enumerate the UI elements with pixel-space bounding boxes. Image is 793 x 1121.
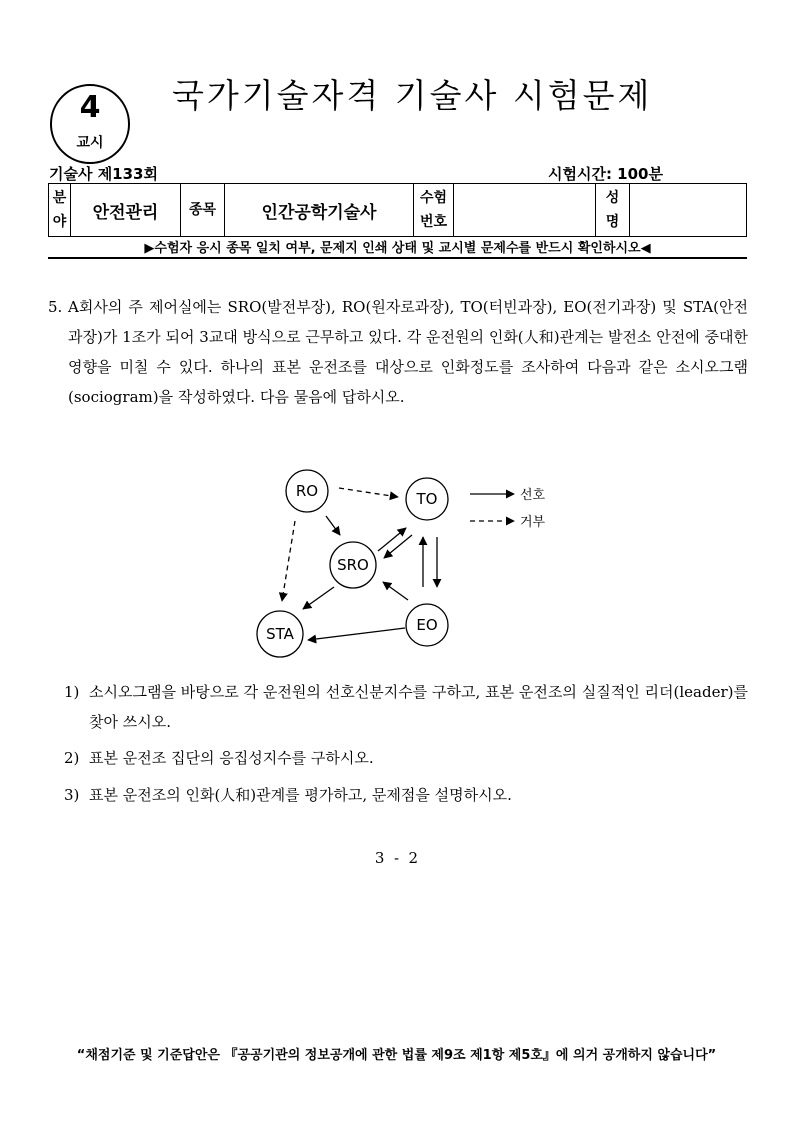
field-value: 안전관리	[71, 184, 181, 237]
edge-eo-sro	[383, 582, 408, 600]
edge-sro-sta	[303, 587, 334, 609]
exam-round: 기술사 제133회	[49, 165, 158, 183]
notice-text: ▶수험자 응시 종목 일치 여부, 문제지 인쇄 상태 및 교시별 문제수를 반드시 확인하시오◀	[144, 241, 651, 256]
subquestion-3	[64, 780, 748, 810]
sociogram-diagram	[240, 465, 570, 665]
subquestion-text: 소시오그램을 바탕으로 각 운전원의 선호신분지수를 구하고, 표본 운전조의 실질적인 리더(leader)를 찾아 쓰시오.	[89, 683, 748, 731]
exam-title: 국가기술자격 기술사 시험문제	[172, 76, 653, 115]
subquestion-number: 1)	[64, 683, 80, 701]
question-number: 5.	[48, 298, 63, 316]
subquestion-text: 표본 운전조의 인화(人和)관계를 평가하고, 문제점을 설명하시오.	[89, 786, 512, 804]
question-5	[48, 292, 748, 412]
name-label: 성 명	[596, 184, 630, 237]
exam-time: 시험시간: 100분	[548, 165, 663, 183]
subquestion-number: 3)	[64, 786, 80, 804]
field-label: 분 야	[49, 184, 71, 237]
page-number: 3 - 2	[374, 849, 419, 867]
subquestion-number: 2)	[64, 749, 80, 767]
period-number: 4	[79, 90, 101, 125]
category-label: 종목	[181, 184, 225, 237]
header-divider	[48, 257, 747, 259]
subquestion-2	[64, 743, 748, 773]
node-label-to: TO	[416, 490, 438, 508]
edge-to-sro	[384, 535, 412, 558]
disclosure-footer: “채점기준 및 기준답안은 『공공기관의 정보공개에 관한 법률 제9조 제1항 제5호』에 의거 공개하지 않습니다”	[76, 1048, 717, 1063]
exam-number-label: 수험 번호	[414, 184, 454, 237]
question-text: A회사의 주 제어실에는 SRO(발전부장), RO(원자로과장), TO(터빈과장), EO(전기과장) 및 STA(안전과장)가 1조가 되어 3교대 방식으로 근무하고 있다. 각 운전원의 인화(人和)관계는 발전소 안전에 중대한 영향을 미칠 수 있다. 하나의 표본 운전조를 대상으로 인화정도를 조사하여 다음과 같은 소시오그램(sociogram)을 작성하였다. 다음 물음에 답하시오.	[68, 298, 748, 406]
period-label: 교시	[76, 135, 104, 151]
node-label-sro: SRO	[337, 556, 369, 574]
category-value: 인간공학기술사	[225, 184, 414, 237]
node-label-sta: STA	[266, 625, 294, 643]
node-label-ro: RO	[295, 482, 319, 500]
name-field[interactable]	[630, 184, 747, 237]
exam-info-table	[48, 183, 747, 237]
legend-preference-label: 선호	[520, 488, 546, 503]
edge-sro-to	[378, 528, 406, 551]
exam-number-field[interactable]	[454, 184, 596, 237]
subquestion-1	[64, 677, 748, 737]
subquestion-text: 표본 운전조 집단의 응집성지수를 구하시오.	[89, 749, 374, 767]
edge-ro-sta	[282, 521, 295, 601]
period-badge	[50, 84, 130, 164]
node-label-eo: EO	[416, 616, 438, 634]
edge-ro-to	[339, 488, 398, 497]
edge-ro-sro	[326, 516, 340, 535]
legend-rejection-label: 거부	[520, 515, 546, 530]
edge-eo-sta	[308, 628, 405, 640]
